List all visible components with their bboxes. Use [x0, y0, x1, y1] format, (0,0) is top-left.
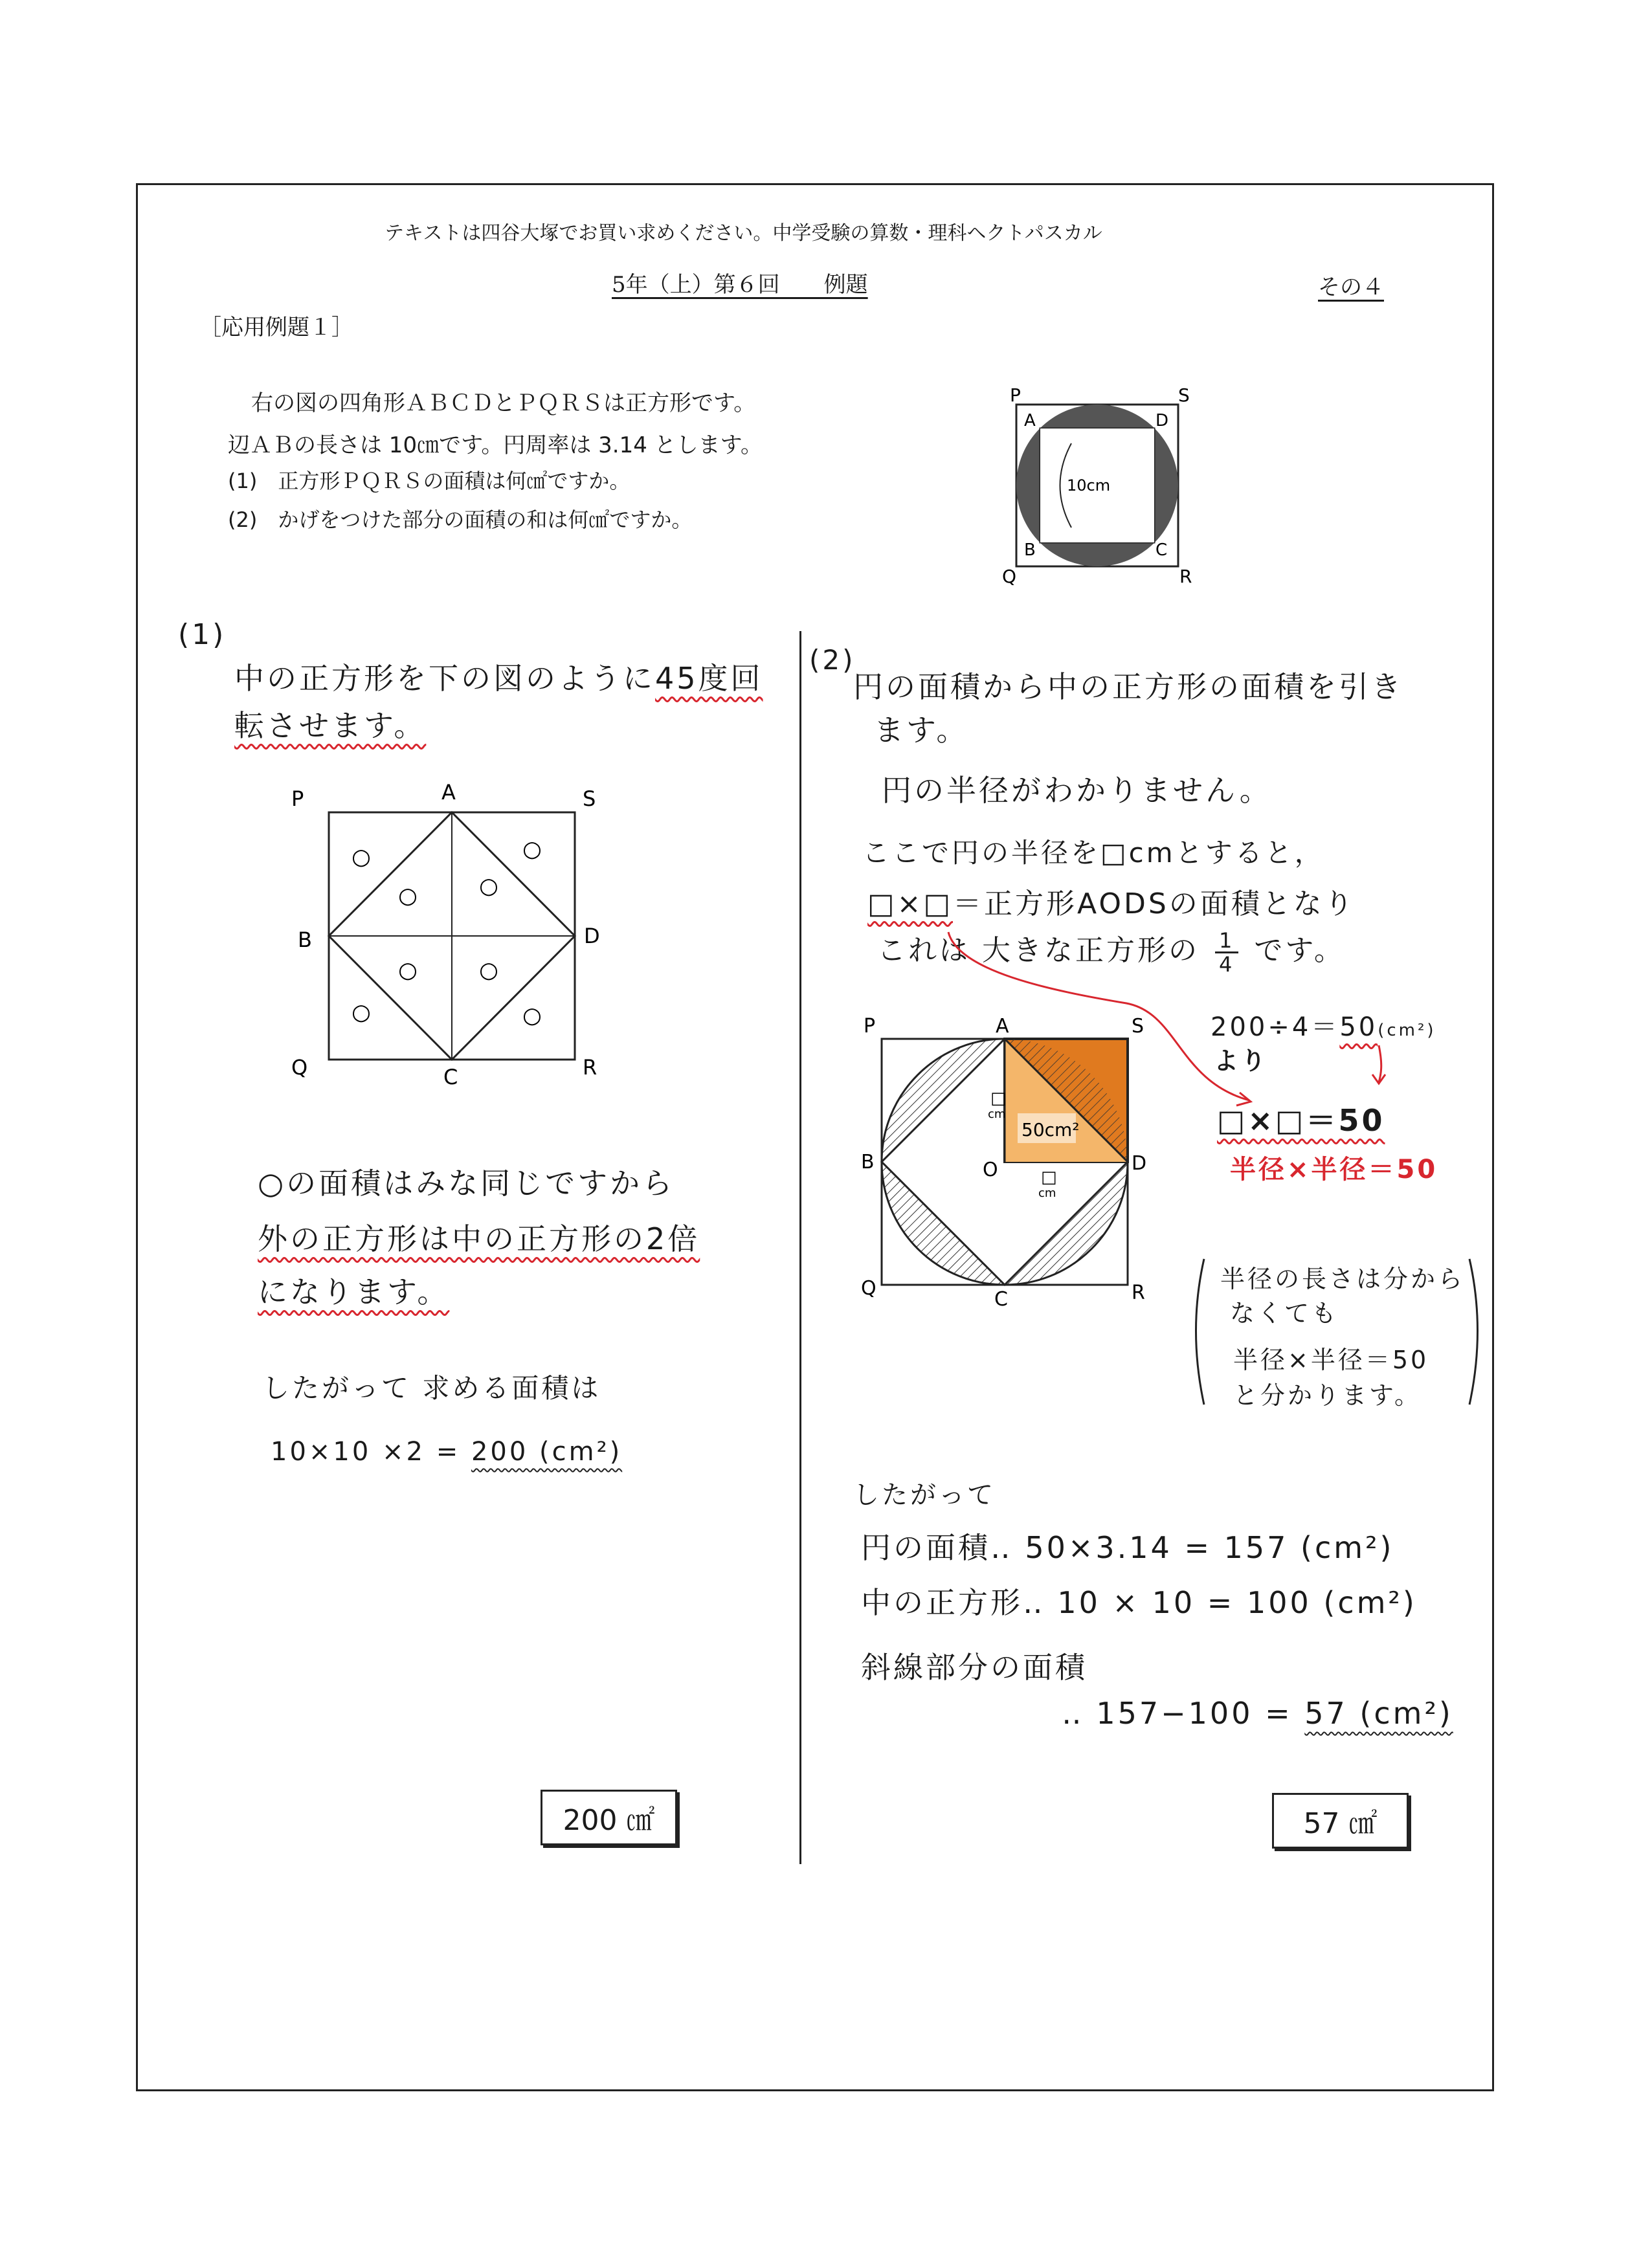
mark-7: ○ [352, 999, 371, 1025]
a1-label-d: D [584, 924, 600, 948]
a1-label-b: B [298, 928, 312, 952]
answer2-line5 [867, 880, 1356, 922]
a2-label-a: A [996, 1015, 1009, 1038]
mark-6: ○ [479, 957, 498, 983]
a1-label-r: R [583, 1055, 597, 1080]
a1-label-p: P [291, 786, 304, 811]
shaded-label: 斜線部分の面積 [861, 1650, 1088, 1685]
fraction-denominator: 4 [1215, 951, 1238, 975]
a2-label-s: S [1132, 1015, 1144, 1038]
square-area: 中の正方形‥ 10 × 10 = 100 (cm²) [861, 1585, 1417, 1620]
answer2-line1: 円の面積から中の正方形の面積を引き [853, 669, 1403, 704]
a1-label-q: Q [291, 1055, 308, 1080]
answer1-line1b: 45度回 [655, 661, 763, 696]
note-line2: なくても [1230, 1299, 1339, 1328]
problem-line-1: 右の図の四角形ＡＢＣＤとＰＱＲＳは正方形です。 [251, 390, 756, 416]
calc-b: □×□＝50 [1217, 1103, 1385, 1138]
header-notice: テキストは四谷大塚でお買い求めください。中学受験の算数・理科ヘクトパスカル [385, 222, 1102, 245]
calc-a-unit: (cm²) [1378, 1021, 1436, 1040]
mark-1: ○ [352, 844, 371, 870]
answer2-figure [854, 1006, 1178, 1311]
red-line: 半径×半径＝50 [1230, 1155, 1438, 1184]
a2-label-r: R [1132, 1282, 1145, 1304]
note-line3: 半径×半径＝50 [1233, 1346, 1429, 1374]
lesson-title: 5年（上）第６回 例題 [612, 272, 868, 298]
radius-label-v-box: □ [990, 1089, 1007, 1108]
label-s: S [1178, 384, 1190, 406]
fraction-numerator: 1 [1219, 928, 1235, 953]
answer2-line2: ます。 [874, 713, 969, 748]
therefore-label: したがって [853, 1480, 996, 1510]
a2-label-b: B [861, 1151, 875, 1173]
mark-2: ○ [522, 836, 542, 862]
a1-label-s: S [583, 786, 596, 811]
label-a: A [1024, 411, 1036, 430]
answer1-text2: 外の正方形は中の正方形の2倍 [258, 1221, 700, 1256]
a2-label-d: D [1132, 1152, 1147, 1175]
answer1-line1a: 中の正方形を下の図のように [234, 661, 655, 696]
label-p: P [1010, 384, 1021, 406]
shaded-calc-expr: ‥ 157−100 = [1062, 1696, 1305, 1731]
answer1-line1 [234, 655, 763, 698]
answer1-number: (1) [178, 618, 227, 651]
label-r: R [1179, 566, 1192, 587]
a2-label-p: P [864, 1015, 876, 1038]
a1-label-a: A [441, 780, 456, 805]
radius-label-v-unit: cm [988, 1107, 1006, 1121]
answer2-line6-text: これは 大きな正方形の [877, 934, 1200, 967]
answer1-text4: したがって 求める面積は [262, 1372, 601, 1404]
calc-a [1211, 1006, 1436, 1043]
answer2-line5a: □×□ [867, 887, 954, 920]
column-divider [799, 631, 801, 1864]
answer1-calc [271, 1437, 622, 1467]
problem-tag: ［応用例題１］ [199, 315, 353, 340]
mark-8: ○ [522, 1003, 542, 1028]
answer2-final-box: 57 ㎠ [1272, 1793, 1409, 1849]
a2-label-c: C [994, 1288, 1008, 1311]
label-b: B [1024, 540, 1036, 560]
answer2-line5b: ＝正方形AODSの面積となり [953, 887, 1356, 920]
answer1-text1: ○の面積はみな同じですから [258, 1166, 675, 1201]
answer2-number: (2) [809, 644, 856, 676]
problem-line-4: (2) かげをつけた部分の面積の和は何㎠ですか。 [228, 507, 693, 532]
answer2-line6b: です。 [1254, 934, 1345, 967]
note-line1: 半径の長さは分から [1220, 1265, 1466, 1293]
a2-label-o: O [983, 1159, 998, 1181]
answer1-calc-expr: 10×10 ×2 = [271, 1437, 471, 1467]
answer2-line4: ここで円の半径を□cmとすると， [862, 837, 1324, 869]
note-line4: と分かります。 [1233, 1381, 1422, 1410]
part-label: その４ [1318, 274, 1384, 300]
inner-area-label: 50cm² [1021, 1119, 1080, 1140]
label-q: Q [1002, 566, 1017, 587]
answer1-text3: になります。 [258, 1274, 450, 1309]
answer1-line2: 転させます。 [234, 708, 427, 743]
yori-label: より [1214, 1047, 1269, 1075]
label-d: D [1155, 411, 1169, 430]
calc-a-expr: 200÷4＝ [1211, 1012, 1340, 1042]
calc-a-value: 50 [1339, 1012, 1378, 1042]
a2-label-q: Q [861, 1277, 876, 1300]
mark-5: ○ [398, 957, 418, 983]
radius-label-h-unit: cm [1038, 1186, 1056, 1200]
side-length-label: 10cm [1067, 476, 1111, 495]
problem-line-3: (1) 正方形ＰＱＲＳの面積は何㎠ですか。 [228, 469, 631, 493]
a1-label-c: C [443, 1065, 458, 1089]
answer1-final-box: 200 ㎠ [541, 1790, 677, 1845]
label-c: C [1155, 540, 1168, 560]
mark-4: ○ [479, 873, 498, 899]
circle-area: 円の面積‥ 50×3.14 = 157 (cm²) [861, 1530, 1394, 1565]
answer1-calc-result: 200 (cm²) [471, 1437, 623, 1467]
radius-label-h-box: □ [1041, 1168, 1057, 1187]
problem-line-2: 辺ＡＢの長さは 10㎝です。円周率は 3.14 とします。 [228, 432, 763, 458]
down-arrow-icon [1366, 1042, 1392, 1087]
shaded-calc [1062, 1696, 1453, 1731]
answer1-figure [278, 773, 615, 1104]
mark-3: ○ [398, 883, 418, 909]
problem-figure [990, 382, 1211, 589]
shaded-calc-result: 57 (cm²) [1304, 1696, 1453, 1731]
answer2-line3: 円の半径がわかりません。 [882, 773, 1272, 808]
